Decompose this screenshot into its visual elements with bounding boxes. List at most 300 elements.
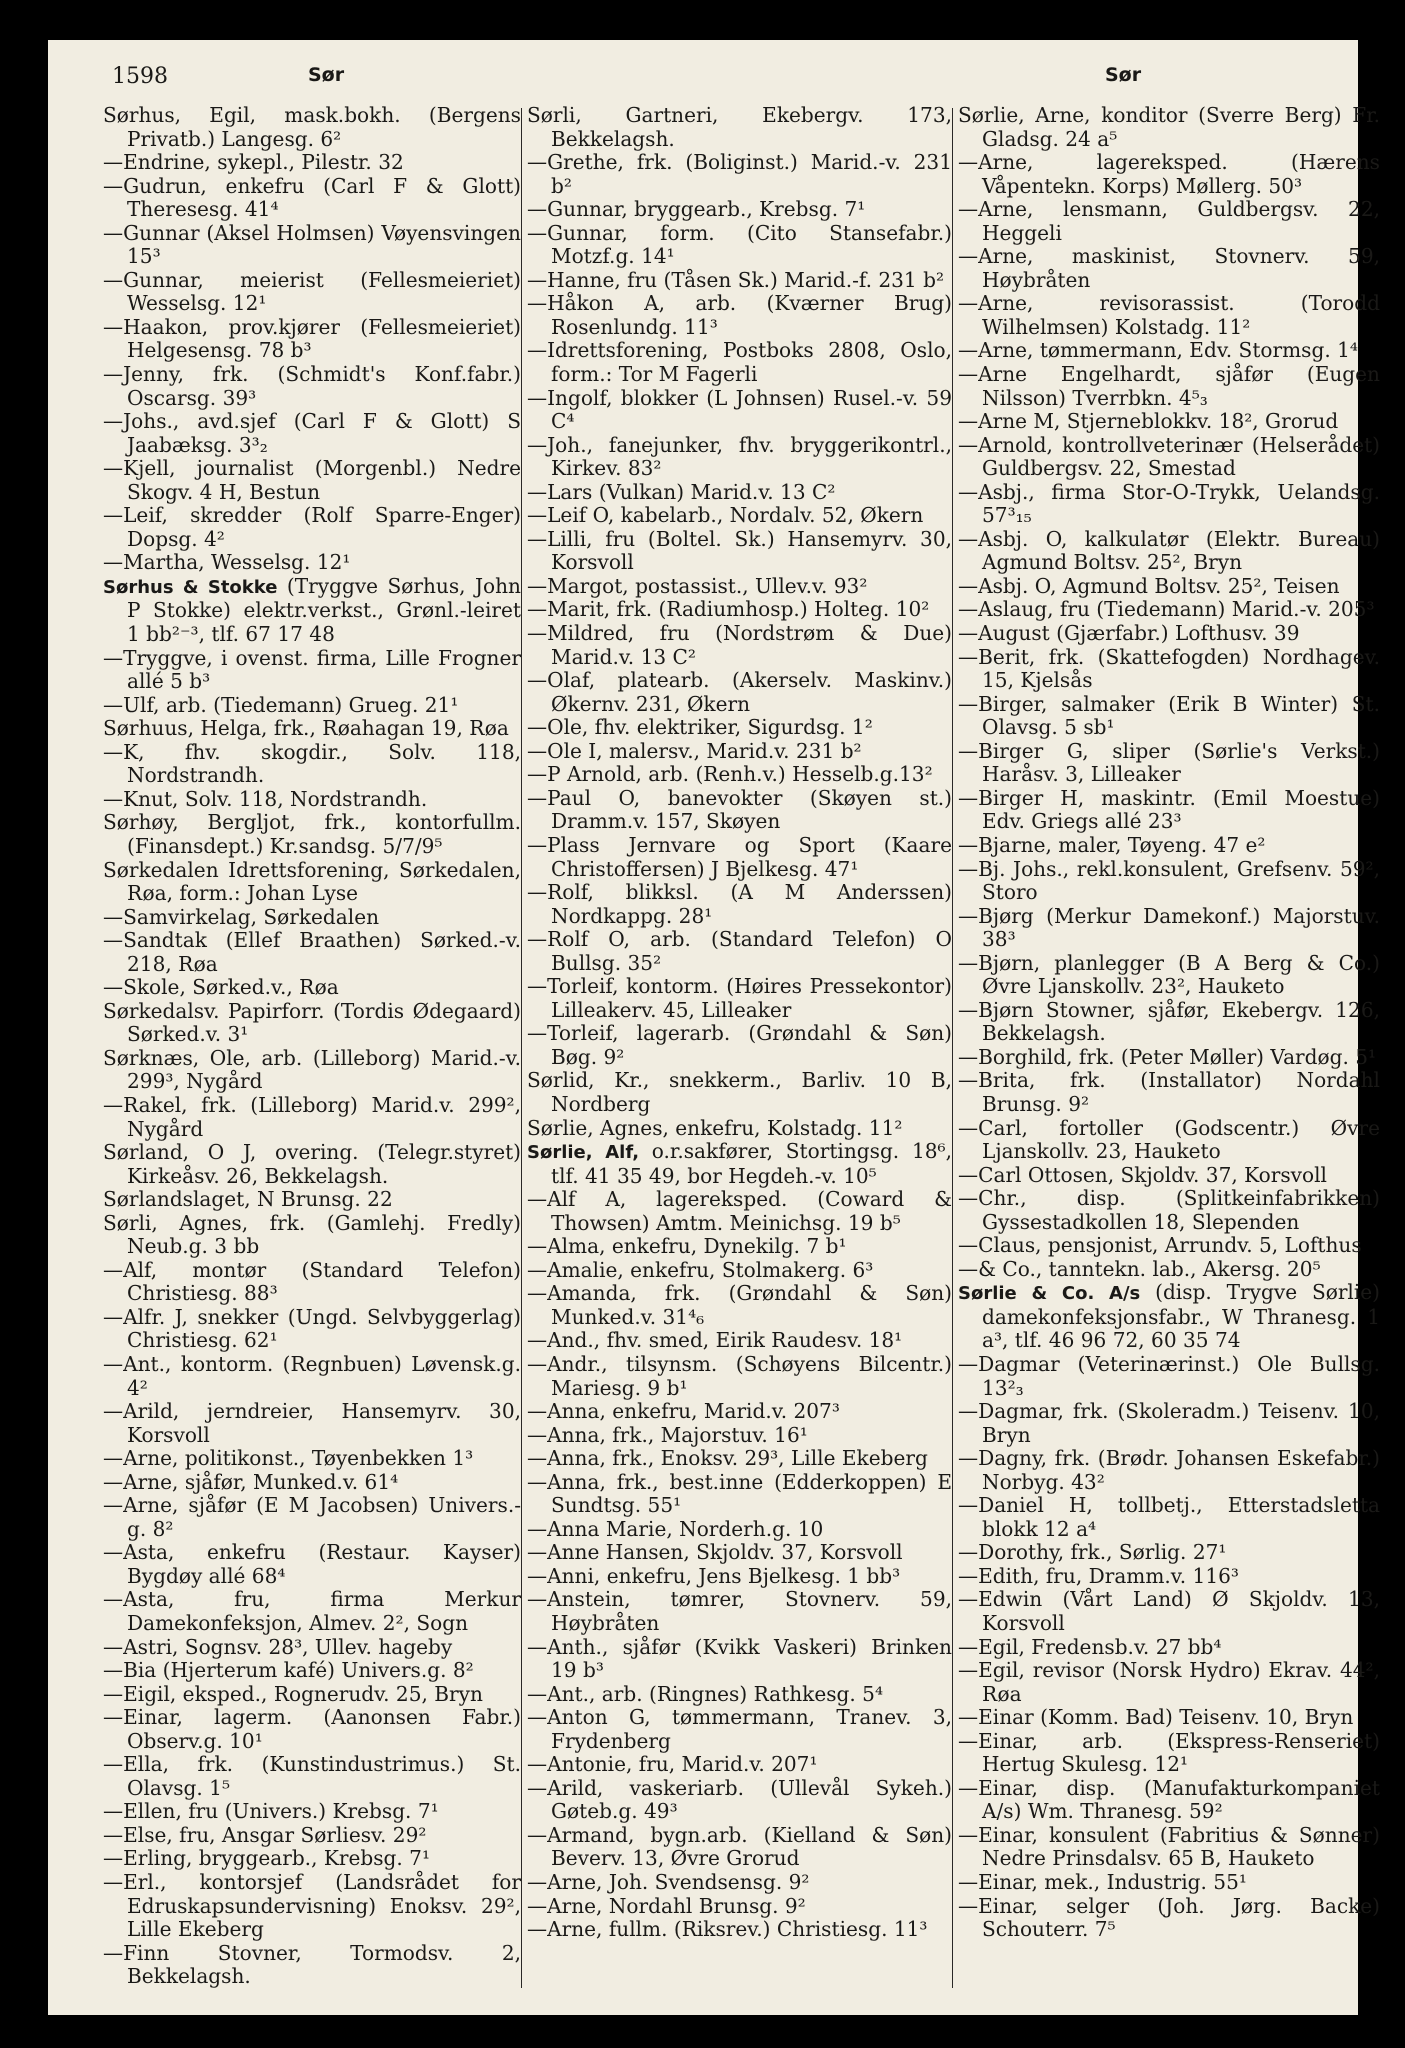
directory-entry <box>958 1824 1380 1871</box>
entry-text: —Joh., fanejunker, fhv. bryggerikontrl., Kirkev. 83² <box>527 432 952 481</box>
directory-entry <box>958 1565 1380 1589</box>
directory-entry <box>527 434 952 481</box>
directory-entry <box>103 1000 521 1047</box>
entry-text: —Arne, sjåfør, Munked.v. 61⁴ <box>103 1469 399 1494</box>
directory-entry <box>527 1117 952 1141</box>
directory-entry <box>527 1918 952 1942</box>
directory-entry <box>103 363 521 410</box>
entry-text: —Anton G, tømmermann, Tranev. 3, Frydenberg <box>527 1705 952 1753</box>
entry-text: —Arne, lensmann, Guldbergsv. 22, Heggeli <box>958 197 1380 245</box>
entry-text: Sørlie, Agnes, enkefru, Kolstadg. 11² <box>527 1115 903 1140</box>
entry-text: Sørhøy, Bergljot, frk., kontorfullm. (Finansdept.) Kr.sandsg. 5/7/9⁵ <box>103 810 521 858</box>
entry-text: —Bia (Hjerterum kafé) Univers.g. 8² <box>103 1658 474 1683</box>
directory-entry <box>958 740 1380 787</box>
entry-text: —Eigil, eksped., Rognerudv. 25, Bryn <box>103 1681 483 1706</box>
entry-text: —August (Gjærfabr.) Lofthusv. 39 <box>958 621 1300 646</box>
entry-text: —Knut, Solv. 118, Nordstrandh. <box>103 786 428 811</box>
entry-text: —Alf A, lagereksped. (Coward & Thowsen) Amtm. Meinichsg. 19 b⁵ <box>527 1187 952 1235</box>
entry-text: —Egil, Fredensb.v. 27 bb⁴ <box>958 1634 1222 1659</box>
directory-entry <box>103 859 521 906</box>
column-rule <box>952 108 953 1988</box>
entry-text: —Anna, frk., Enoksv. 29³, Lille Ekeberg <box>527 1446 928 1471</box>
directory-entry <box>103 976 521 1000</box>
directory-entry <box>103 1353 521 1400</box>
entry-text: —Kjell, journalist (Morgenbl.) Nedre Skogv. 4 H, Bestun <box>103 456 521 504</box>
column-rule <box>521 108 522 1988</box>
entry-text: —Ant., kontorm. (Regnbuen) Løvensk.g. 4² <box>103 1351 521 1400</box>
directory-entry <box>103 410 521 457</box>
directory-entry <box>958 410 1380 434</box>
directory-entry <box>527 716 952 740</box>
directory-entry <box>958 151 1380 198</box>
directory-entry <box>103 1753 521 1800</box>
directory-entry <box>958 1400 1380 1447</box>
entry-text: —Ella, frk. (Kunstindustrimus.) St. Olavsg. 1⁵ <box>103 1752 521 1800</box>
directory-entry <box>527 1259 952 1283</box>
directory-entry <box>958 1281 1380 1353</box>
directory-entry <box>527 622 952 669</box>
directory-entry <box>103 575 521 647</box>
directory-entry <box>958 292 1380 339</box>
entry-text: —Anstein, tømrer, Stovnerv. 59, Høybråten <box>527 1587 952 1635</box>
directory-entry <box>527 928 952 975</box>
entry-text: —Rolf, blikksl. (A M Anderssen) Nordkappg. 28¹ <box>527 880 952 928</box>
directory-entry <box>103 104 521 151</box>
directory-entry <box>103 1471 521 1495</box>
entry-text: —Claus, pensjonist, Arrundv. 5, Lofthus <box>958 1233 1362 1258</box>
entry-text: —Arne, lagereksped. (Hærens Våpentekn. Korps) Møllerg. 50³ <box>958 150 1380 198</box>
directory-entry <box>527 763 952 787</box>
running-head-left: Sør <box>308 64 345 86</box>
entry-text: —Arne, politikonst., Tøyenbekken 1³ <box>103 1446 474 1471</box>
directory-entry <box>958 952 1380 999</box>
entry-text: —Einar (Komm. Bad) Teisenv. 10, Bryn <box>958 1705 1354 1730</box>
directory-entry <box>958 693 1380 740</box>
directory-entry <box>958 1447 1380 1494</box>
entry-text: —Ulf, arb. (Tiedemann) Grueg. 21¹ <box>103 692 459 717</box>
entry-text: —K, fhv. skogdir., Solv. 118, Nordstrandh. <box>103 739 521 788</box>
entry-text: —Einar, selger (Joh. Jørg. Backe) Schouterr. 7⁵ <box>958 1893 1380 1942</box>
firm-name: Sørlie & Co. A/s <box>958 1283 1141 1305</box>
entry-text: —Edwin (Vårt Land) Ø Skjoldv. 13, Korsvoll <box>958 1587 1380 1635</box>
directory-entry <box>527 198 952 222</box>
entry-text: —Asbj. O, Agmund Boltsv. 25², Teisen <box>958 573 1340 598</box>
directory-entry <box>527 598 952 622</box>
directory-entry <box>103 811 521 858</box>
entry-text: —Gunnar, form. (Cito Stansefabr.) Motzf.g. 14¹ <box>527 220 952 269</box>
column-1 <box>103 104 521 1989</box>
directory-entry <box>527 1329 952 1353</box>
directory-entry <box>958 1636 1380 1660</box>
entry-text: —Anna, frk., best.inne (Edderkoppen) E Sundtsg. 55¹ <box>527 1469 952 1518</box>
entry-text: Sørhus, Egil, mask.bokh. (Bergens Privatb.) Langesg. 6² <box>103 103 521 151</box>
entry-text: Sørkedalsv. Papirforr. (Tordis Ødegaard) Sørked.v. 3¹ <box>103 998 521 1047</box>
entry-text: —Ellen, fru (Univers.) Krebsg. 7¹ <box>103 1799 439 1824</box>
directory-entry <box>958 245 1380 292</box>
directory-entry <box>958 104 1380 151</box>
directory-entry <box>103 1259 521 1306</box>
directory-entry <box>958 1871 1380 1895</box>
entry-text: (Tryggve Sørhus, John P Stokke) elektr.verkst., Grønl.-leiret 1 bb²⁻³, tlf. 67 17 48 <box>127 573 521 647</box>
directory-entry <box>527 1518 952 1542</box>
entry-text: —Arild, vaskeriarb. (Ullevål Sykeh.) Gøteb.g. 49³ <box>527 1775 952 1824</box>
directory-entry <box>958 1494 1380 1541</box>
entry-text: —Gunnar, meierist (Fellesmeieriet) Wesselsg. 12¹ <box>103 267 521 316</box>
directory-entry <box>958 598 1380 622</box>
directory-entry <box>527 834 952 881</box>
entry-text: —Carl Ottosen, Skjoldv. 37, Korsvoll <box>958 1162 1327 1187</box>
entry-text: —Margot, postassist., Ullev.v. 93² <box>527 573 868 598</box>
entry-text: —Asta, enkefru (Restaur. Kayser) Bygdøy allé 68⁴ <box>103 1540 521 1588</box>
entry-text: —Bj. Johs., rekl.konsulent, Grefsenv. 59², Storo <box>958 856 1380 905</box>
directory-entry <box>103 504 521 551</box>
entry-text: —Daniel H, tollbetj., Etterstadsletta blokk 12 a⁴ <box>958 1493 1380 1541</box>
directory-entry <box>527 387 952 434</box>
directory-entry <box>958 528 1380 575</box>
entry-text: —Asbj. O, kalkulatør (Elektr. Bureau) Agmund Boltsv. 25², Bryn <box>958 526 1380 575</box>
directory-entry <box>958 1069 1380 1116</box>
entry-text: —Leif O, kabelarb., Nordalv. 52, Økern <box>527 503 924 528</box>
directory-entry <box>958 1234 1380 1258</box>
directory-entry <box>958 1588 1380 1635</box>
entry-text: —Bjarne, maler, Tøyeng. 47 e² <box>958 832 1266 857</box>
entry-text: —Plass Jernvare og Sport (Kaare Christoffersen) J Bjelkesg. 47¹ <box>527 832 952 881</box>
directory-entry <box>958 834 1380 858</box>
entry-text: —Arild, jerndreier, Hansemyrv. 30, Korsvoll <box>103 1399 521 1447</box>
directory-entry <box>958 575 1380 599</box>
entry-text: —Arne Engelhardt, sjåfør (Eugen Nilsson) Tverrbkn. 4⁵₃ <box>958 362 1380 410</box>
directory-entry <box>103 1400 521 1447</box>
directory-entry <box>103 1636 521 1660</box>
entry-text: —Hanne, fru (Tåsen Sk.) Marid.-f. 231 b² <box>527 267 945 292</box>
directory-entry <box>958 1046 1380 1070</box>
entry-text: —Arne, sjåfør (E M Jacobsen) Univers.-g. 8² <box>103 1493 521 1541</box>
directory-entry <box>103 551 521 575</box>
entry-text: —Grethe, frk. (Boliginst.) Marid.-v. 231 b² <box>527 150 952 198</box>
entry-text: —Gudrun, enkefru (Carl F & Glott) Theresesg. 41⁴ <box>103 173 521 222</box>
entry-text: —Berit, frk. (Skattefogden) Nordhagev. 15, Kjelsås <box>958 644 1380 693</box>
page-number: 1598 <box>112 64 168 89</box>
entry-text: —Ole, fhv. elektriker, Sigurdsg. 1² <box>527 715 873 740</box>
entry-text: —Sandtak (Ellef Braathen) Sørked.-v. 218, Røa <box>103 928 521 976</box>
entry-text: —Erl., kontorsjef (Landsrådet for Edruskapsundervisning) Enoksv. 29², Lille Ekeberg <box>103 1870 521 1942</box>
directory-entry <box>958 1895 1380 1942</box>
entry-text: —Rakel, frk. (Lilleborg) Marid.v. 299², Nygård <box>103 1092 521 1141</box>
directory-entry <box>103 1541 521 1588</box>
directory-entry <box>527 1400 952 1424</box>
entry-text: Sørli, Agnes, frk. (Gamlehj. Fredly) Neub.g. 3 bb <box>103 1210 521 1259</box>
directory-entry <box>958 858 1380 905</box>
directory-entry <box>958 339 1380 363</box>
entry-text: —Alfr. J, snekker (Ungd. Selvbyggerlag) Christiesg. 62¹ <box>103 1304 521 1353</box>
entry-text: —Armand, bygn.arb. (Kielland & Søn) Beverv. 13, Øvre Grorud <box>527 1822 952 1871</box>
entry-text: —Jenny, frk. (Schmidt's Konf.fabr.) Oscarsg. 39³ <box>103 362 521 410</box>
directory-entry <box>103 175 521 222</box>
entry-text: —Egil, revisor (Norsk Hydro) Ekrav. 44², Røa <box>958 1658 1380 1706</box>
directory-entry <box>958 1353 1380 1400</box>
directory-entry <box>103 1047 521 1094</box>
entry-text: —Antonie, fru, Marid.v. 207¹ <box>527 1752 818 1777</box>
directory-entry <box>527 1235 952 1259</box>
directory-entry <box>527 1824 952 1871</box>
entry-text: —Birger H, maskintr. (Emil Moestue) Edv. Griegs allé 23³ <box>958 785 1380 834</box>
directory-entry <box>103 717 521 741</box>
entry-text: —Dorothy, frk., Sørlig. 27¹ <box>958 1540 1227 1565</box>
directory-entry <box>527 669 952 716</box>
entry-text: Sørlie, Arne, konditor (Sverre Berg) Fr. Gladsg. 24 a⁵ <box>958 103 1380 151</box>
directory-entry <box>527 1424 952 1448</box>
entry-text: —Dagmar (Veterinærinst.) Ole Bullsg. 13²₃ <box>958 1351 1380 1400</box>
column-3 <box>958 104 1380 1942</box>
directory-entry <box>103 1306 521 1353</box>
entry-text: —And., fhv. smed, Eirik Raudesv. 18¹ <box>527 1328 903 1353</box>
directory-entry <box>958 1659 1380 1706</box>
directory-entry <box>958 787 1380 834</box>
entry-text: —Johs., avd.sjef (Carl F & Glott) S Jaabæksg. 3³₂ <box>103 409 521 457</box>
directory-entry <box>527 339 952 386</box>
directory-entry <box>958 1258 1380 1282</box>
directory-entry <box>958 363 1380 410</box>
directory-entry <box>958 1541 1380 1565</box>
directory-entry <box>958 1730 1380 1777</box>
directory-entry <box>103 1447 521 1471</box>
entry-text: —Skole, Sørked.v., Røa <box>103 975 339 1000</box>
directory-entry <box>527 481 952 505</box>
entry-text: —Anna, frk., Majorstuv. 16¹ <box>527 1422 808 1447</box>
directory-entry <box>527 528 952 575</box>
directory-entry <box>958 905 1380 952</box>
directory-entry <box>103 1659 521 1683</box>
entry-text: —Paul O, banevokter (Skøyen st.) Dramm.v. 157, Skøyen <box>527 785 952 834</box>
directory-entry <box>103 1188 521 1212</box>
entry-text: —Einar, konsulent (Fabritius & Sønner) Nedre Prinsdalsv. 65 B, Hauketo <box>958 1822 1380 1871</box>
directory-entry <box>958 1164 1380 1188</box>
entry-text: —Erling, bryggearb., Krebsg. 7¹ <box>103 1846 431 1871</box>
entry-text: —Arne M, Stjerneblokkv. 18², Grorud <box>958 409 1339 434</box>
entry-text: —Birger G, sliper (Sørlie's Verkst.) Haråsv. 3, Lilleaker <box>958 738 1380 787</box>
running-head-right: Sør <box>1105 64 1142 86</box>
entry-text: —Ole I, malersv., Marid.v. 231 b² <box>527 738 862 763</box>
directory-entry <box>958 481 1380 528</box>
directory-entry <box>103 1942 521 1989</box>
entry-text: —Ant., arb. (Ringnes) Rathkesg. 5⁴ <box>527 1681 884 1706</box>
directory-entry <box>103 222 521 269</box>
directory-entry <box>103 1871 521 1942</box>
directory-entry <box>527 787 952 834</box>
entry-text: o.r.sakfører, Stortingsg. 18⁶, tlf. 41 35 49, bor Hegdeh.-v. 10⁵ <box>551 1139 952 1188</box>
entry-text: —Carl, fortoller (Godscentr.) Øvre Ljanskollv. 23, Hauketo <box>958 1115 1380 1164</box>
entry-text: —Torleif, lagerarb. (Grøndahl & Søn) Bøg. 9² <box>527 1021 952 1069</box>
entry-text: —Bjørn, planlegger (B A Berg & Co.) Øvre Ljanskollv. 23², Hauketo <box>958 950 1380 999</box>
directory-entry <box>527 575 952 599</box>
directory-entry <box>103 1847 521 1871</box>
directory-entry <box>958 1187 1380 1234</box>
entry-text: —Arne, Nordahl Brunsg. 9² <box>527 1893 806 1918</box>
directory-entry <box>527 1753 952 1777</box>
entry-text: —Arnold, kontrollveterinær (Helserådet) Guldbergsv. 22, Smestad <box>958 432 1380 481</box>
entry-text: Sørhuus, Helga, frk., Røahagan 19, Røa <box>103 716 509 741</box>
entry-text: —P Arnold, arb. (Renh.v.) Hesselb.g.13² <box>527 762 933 787</box>
entry-text: —Bjørn Stowner, sjåfør, Ekebergv. 126, Bekkelagsh. <box>958 997 1380 1046</box>
entry-text: —Bjørg (Merkur Damekonf.) Majorstuv. 38³ <box>958 903 1380 952</box>
entry-text: —Borghild, frk. (Peter Møller) Vardøg. 5¹ <box>958 1044 1377 1069</box>
directory-entry <box>527 1871 952 1895</box>
directory-entry <box>527 504 952 528</box>
entry-text: —Idrettsforening, Postboks 2808, Oslo, form.: Tor M Fagerli <box>527 338 952 387</box>
directory-entry <box>527 1683 952 1707</box>
entry-text: —Else, fru, Ansgar Sørliesv. 29² <box>103 1822 427 1847</box>
directory-entry <box>958 198 1380 245</box>
entry-text: —Torleif, kontorm. (Høires Pressekontor) Lilleakerv. 45, Lilleaker <box>527 974 952 1022</box>
directory-entry <box>103 316 521 363</box>
entry-text: —Anne Hansen, Skjoldv. 37, Korsvoll <box>527 1540 903 1565</box>
directory-entry <box>103 1494 521 1541</box>
directory-entry <box>527 1022 952 1069</box>
directory-entry <box>103 1683 521 1707</box>
entry-text: —Anni, enkefru, Jens Bjelkesg. 1 bb³ <box>527 1563 901 1588</box>
directory-entry <box>958 1706 1380 1730</box>
entry-text: —Dagny, frk. (Brødr. Johansen Eskefabr.) Norbyg. 43² <box>958 1446 1380 1494</box>
firm-name: Sørhus & Stokke <box>103 576 278 598</box>
entry-text: —Samvirkelag, Sørkedalen <box>103 904 380 929</box>
entry-text: —Tryggve, i ovenst. firma, Lille Frogner allé 5 b³ <box>103 645 521 694</box>
entry-text: —Anth., sjåfør (Kvikk Vaskeri) Brinken 19 b³ <box>527 1634 952 1683</box>
directory-entry <box>527 1588 952 1635</box>
entry-text: —Brita, frk. (Installator) Nordahl Brunsg. 9² <box>958 1068 1380 1116</box>
directory-entry <box>958 1777 1380 1824</box>
directory-entry <box>527 1282 952 1329</box>
directory-entry <box>527 222 952 269</box>
entry-text: —Alf, montør (Standard Telefon) Christiesg. 88³ <box>103 1257 521 1306</box>
directory-entry <box>103 929 521 976</box>
entry-text: (disp. Trygve Sørlie) damekonfeksjonsfabr., W Thranesg. 1 a³, tlf. 46 96 72, 60 35 74 <box>982 1280 1381 1353</box>
entry-text: Sørlandslaget, N Brunsg. 22 <box>103 1187 393 1212</box>
entry-text: —Asbj., firma Stor-O-Trykk, Uelandsg. 57³₁₅ <box>958 479 1380 528</box>
directory-entry <box>527 269 952 293</box>
entry-text: —Astri, Sognsv. 28³, Ullev. hageby <box>103 1634 453 1659</box>
directory-page <box>48 40 1381 2015</box>
entry-text: —Arne, Joh. Svendsensg. 9² <box>527 1870 810 1895</box>
entry-text: —Einar, mek., Industrig. 55¹ <box>958 1870 1247 1895</box>
directory-entry <box>527 1069 952 1116</box>
entry-text: —Einar, arb. (Ekspress-Renseriet) Hertug Skulesg. 12¹ <box>958 1728 1380 1777</box>
entry-text: —Arne, revisorassist. (Torodd Wilhelmsen) Kolstadg. 11² <box>958 291 1380 339</box>
directory-entry <box>527 1188 952 1235</box>
directory-entry <box>527 1706 952 1753</box>
entry-text: —Rolf O, arb. (Standard Telefon) O Bullsg. 35² <box>527 927 952 975</box>
entry-text: —Gunnar, bryggearb., Krebsg. 7¹ <box>527 197 866 222</box>
directory-entry <box>527 292 952 339</box>
entry-text: —Arne, tømmermann, Edv. Stormsg. 1⁴ <box>958 338 1358 363</box>
directory-entry <box>527 1541 952 1565</box>
entry-text: —Asta, fru, firma Merkur Damekonfeksjon, Almev. 2², Sogn <box>103 1587 521 1635</box>
entry-text: Sørli, Gartneri, Ekebergv. 173, Bekkelagsh. <box>527 103 952 151</box>
entry-text: Sørland, O J, overing. (Telegr.styret) Kirkeåsv. 26, Bekkelagsh. <box>103 1140 521 1188</box>
entry-text: —Ingolf, blokker (L Johnsen) Rusel.-v. 59 C⁴ <box>527 385 952 434</box>
entry-text: Sørkedalen Idrettsforening, Sørkedalen, Røa, form.: Johan Lyse <box>103 857 521 906</box>
directory-entry <box>958 999 1380 1046</box>
entry-text: —Arne, maskinist, Stovnerv. 59, Høybråten <box>958 244 1380 292</box>
entry-text: —Marit, frk. (Radiumhosp.) Holteg. 10² <box>527 597 930 622</box>
entry-text: —Birger, salmaker (Erik B Winter) St. Olavsg. 5 sb¹ <box>958 691 1380 740</box>
entry-text: —Andr., tilsynsm. (Schøyens Bilcentr.) Mariesg. 9 b¹ <box>527 1351 952 1400</box>
directory-entry <box>103 1094 521 1141</box>
directory-entry <box>103 457 521 504</box>
directory-entry <box>527 1447 952 1471</box>
directory-entry <box>527 1140 952 1188</box>
entry-text: —Lars (Vulkan) Marid.v. 13 C² <box>527 479 836 504</box>
entry-text: —Alma, enkefru, Dynekilg. 7 b¹ <box>527 1234 847 1259</box>
directory-entry <box>103 1212 521 1259</box>
entry-text: —Lilli, fru (Boltel. Sk.) Hansemyrv. 30, Korsvoll <box>527 526 952 575</box>
directory-entry <box>103 1141 521 1188</box>
entry-text: —Edith, fru, Dramm.v. 116³ <box>958 1563 1239 1588</box>
entry-text: —Amalie, enkefru, Stolmakerg. 6³ <box>527 1257 874 1282</box>
directory-entry <box>103 269 521 316</box>
directory-entry <box>527 1471 952 1518</box>
directory-entry <box>527 104 952 151</box>
directory-entry <box>527 1895 952 1919</box>
directory-entry <box>958 1117 1380 1164</box>
directory-entry <box>527 881 952 928</box>
directory-entry <box>527 1777 952 1824</box>
entry-text: —Endrine, sykepl., Pilestr. 32 <box>103 150 404 175</box>
directory-entry <box>103 1800 521 1824</box>
entry-text: —Martha, Wesselsg. 12¹ <box>103 550 351 575</box>
directory-entry <box>527 975 952 1022</box>
entry-text: —Håkon A, arb. (Kværner Brug) Rosenlundg. 11³ <box>527 291 952 339</box>
directory-entry <box>103 647 521 694</box>
firm-name: Sørlie, Alf, <box>527 1142 640 1164</box>
entry-text: Sørlid, Kr., snekkerm., Barliv. 10 B, Nordberg <box>527 1068 952 1116</box>
entry-text: —Olaf, platearb. (Akerselv. Maskinv.) Økernv. 231, Økern <box>527 668 952 716</box>
directory-entry <box>527 1565 952 1589</box>
entry-text: —Anna Marie, Norderh.g. 10 <box>527 1516 824 1541</box>
entry-text: —Amanda, frk. (Grøndahl & Søn) Munked.v. 31⁴₆ <box>527 1281 952 1329</box>
entry-text: —Gunnar (Aksel Holmsen) Vøyensvingen 15³ <box>103 220 521 269</box>
entry-text: —Leif, skredder (Rolf Sparre-Enger) Dopsg. 4² <box>103 503 521 551</box>
directory-entry <box>527 1353 952 1400</box>
directory-entry <box>958 646 1380 693</box>
column-2 <box>527 104 952 1942</box>
directory-entry <box>958 434 1380 481</box>
entry-text: —Einar, lagerm. (Aanonsen Fabr.) Observ.g. 10¹ <box>103 1705 521 1753</box>
directory-entry <box>103 1588 521 1635</box>
entry-text: —Dagmar, frk. (Skoleradm.) Teisenv. 10, Bryn <box>958 1399 1380 1447</box>
entry-text: —Haakon, prov.kjører (Fellesmeieriet) Helgesensg. 78 b³ <box>103 314 521 363</box>
directory-entry <box>103 1824 521 1848</box>
directory-entry <box>103 906 521 930</box>
directory-entry <box>103 788 521 812</box>
entry-text: —Aslaug, fru (Tiedemann) Marid.-v. 205³ <box>958 597 1375 622</box>
directory-entry <box>527 1636 952 1683</box>
directory-entry <box>103 741 521 788</box>
entry-text: —& Co., tanntekn. lab., Akersg. 20⁵ <box>958 1256 1321 1281</box>
directory-entry <box>958 622 1380 646</box>
entry-text: Sørknæs, Ole, arb. (Lilleborg) Marid.-v. 299³, Nygård <box>103 1045 521 1094</box>
entry-text: —Finn Stovner, Tormodsv. 2, Bekkelagsh. <box>103 1940 521 1989</box>
directory-entry <box>103 694 521 718</box>
directory-entry <box>103 151 521 175</box>
entry-text: —Arne, fullm. (Riksrev.) Christiesg. 11³ <box>527 1917 928 1942</box>
directory-entry <box>527 740 952 764</box>
entry-text: —Mildred, fru (Nordstrøm & Due) Marid.v. 13 C² <box>527 621 952 669</box>
entry-text: —Chr., disp. (Splitkeinfabrikken) Gyssestadkollen 18, Slependen <box>958 1186 1380 1234</box>
directory-entry <box>103 1706 521 1753</box>
directory-entry <box>527 151 952 198</box>
entry-text: —Anna, enkefru, Marid.v. 207³ <box>527 1399 840 1424</box>
entry-text: —Einar, disp. (Manufakturkompaniet A/s) Wm. Thranesg. 59² <box>958 1775 1380 1824</box>
